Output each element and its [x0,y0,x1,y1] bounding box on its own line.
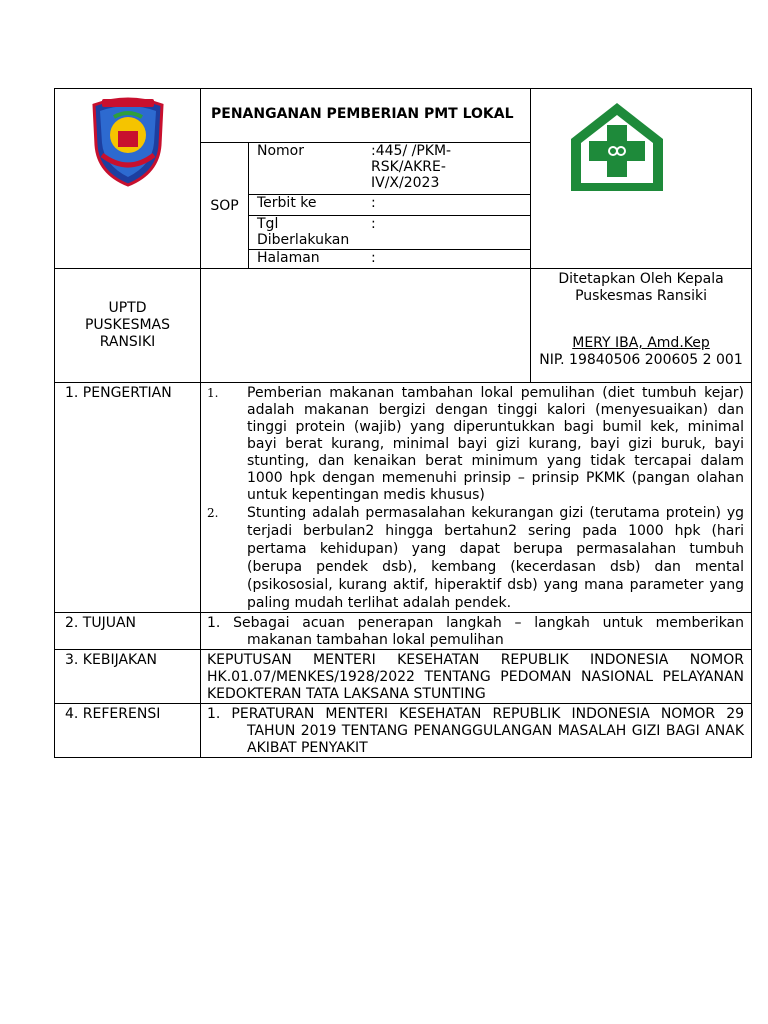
field-value-halaman: : [371,249,376,266]
tujuan-text: 1. Sebagai acuan penerapan langkah – langkah untuk memberikan makanan tambahan lokal pemulihan [207,615,745,648]
sop-table [54,88,752,758]
field-value-tgl: : [363,215,530,249]
referensi-text: 1. PERATURAN MENTERI KESEHATAN REPUBLIK INDONESIA NOMOR 29 TAHUN 2019 TENTANG PENANGGULANGAN MASALAH GIZI BAGI ANAK AKIBAT PENYAKIT [207,706,745,756]
section-label-kebijakan: 3. KEBIJAKAN [55,650,201,704]
list-text: Stunting adalah permasalahan kekurangan gizi (terutama protein) yg terjadi berbulan2 hingga bertahun2 sering pada 1000 hpk (hari pertama kehidupan) yang dapat berupa permasalahan tumbuh (berupa pendek dsb), kembang (kecerdasan dsb) dan mental (psikososial, kurang aktif, hiperaktif dsb) yang mana parameter yang paling mudah terlihat adalah pendek. [247,505,745,611]
sop-fields-cell [249,143,531,269]
list-item [207,504,744,612]
signer-nip: NIP. 19840506 200605 2 001 [539,352,743,368]
regency-shield-icon [88,95,168,187]
section-content-tujuan [201,613,752,650]
section-content-kebijakan: KEPUTUSAN MENTERI KESEHATAN REPUBLIK INDONESIA NOMOR HK.01.07/MENKES/1928/2022 TENTANG PEDOMAN NASIONAL PELAYANAN KEDOKTERAN TATA LAKSANA STUNTING [201,650,752,704]
puskesmas-logo-cell [531,89,752,269]
section-content-pengertian [201,383,752,613]
unit-name [55,269,201,383]
sign-title: Ditetapkan Oleh Kepala Puskesmas Ransiki [558,271,724,304]
unit-name-text: UPTD PUSKESMAS RANSIKI [84,300,171,350]
list-number: 1. [207,386,219,400]
section-label-referensi: 4. REFERENSI [55,704,201,758]
signature-block [531,269,752,383]
list-text: Pemberian makanan tambahan lokal pemulihan (diet tumbuh kejar) adalah makanan bergizi dengan tinggi kalori (menyesuaikan) dan tinggi protein (wajib) yang diperuntukkan bagi bumil kek, minimal bayi berat kurang, minimal bayi gizi kurang, bayi gizi buruk, bayi stunting, dan kenaikan berat minimum yang tidak tercapai dalam 1000 hpk dengan memenuhi prinsip – prinsip PKMK (pangan olahan untuk kepentingan medis khusus) [247,385,745,503]
sop-label: SOP [201,143,249,269]
field-label-terbit: Terbit ke [249,194,363,215]
list-number: 2. [207,506,219,520]
sop-document [54,88,751,758]
field-label-halaman: Halaman [257,249,320,266]
list-item [207,385,744,504]
blank-cell [201,269,531,383]
signer-name: MERY IBA, Amd.Kep [572,335,710,351]
document-title: PENANGANAN PEMBERIAN PMT LOKAL [201,89,531,143]
section-content-referensi [201,704,752,758]
field-label-nomor: Nomor [249,143,363,194]
section-label-tujuan: 2. TUJUAN [55,613,201,650]
field-value-nomor: :445/ /PKM-RSK/AKRE-IV/X/2023 [363,143,530,194]
puskesmas-cross-icon [559,95,675,199]
field-value-terbit: : [363,194,530,215]
field-label-tgl: Tgl Diberlakukan [249,215,363,249]
section-label-pengertian: 1. PENGERTIAN [55,383,201,613]
sop-fields [249,143,530,268]
regency-logo-cell [55,89,201,269]
